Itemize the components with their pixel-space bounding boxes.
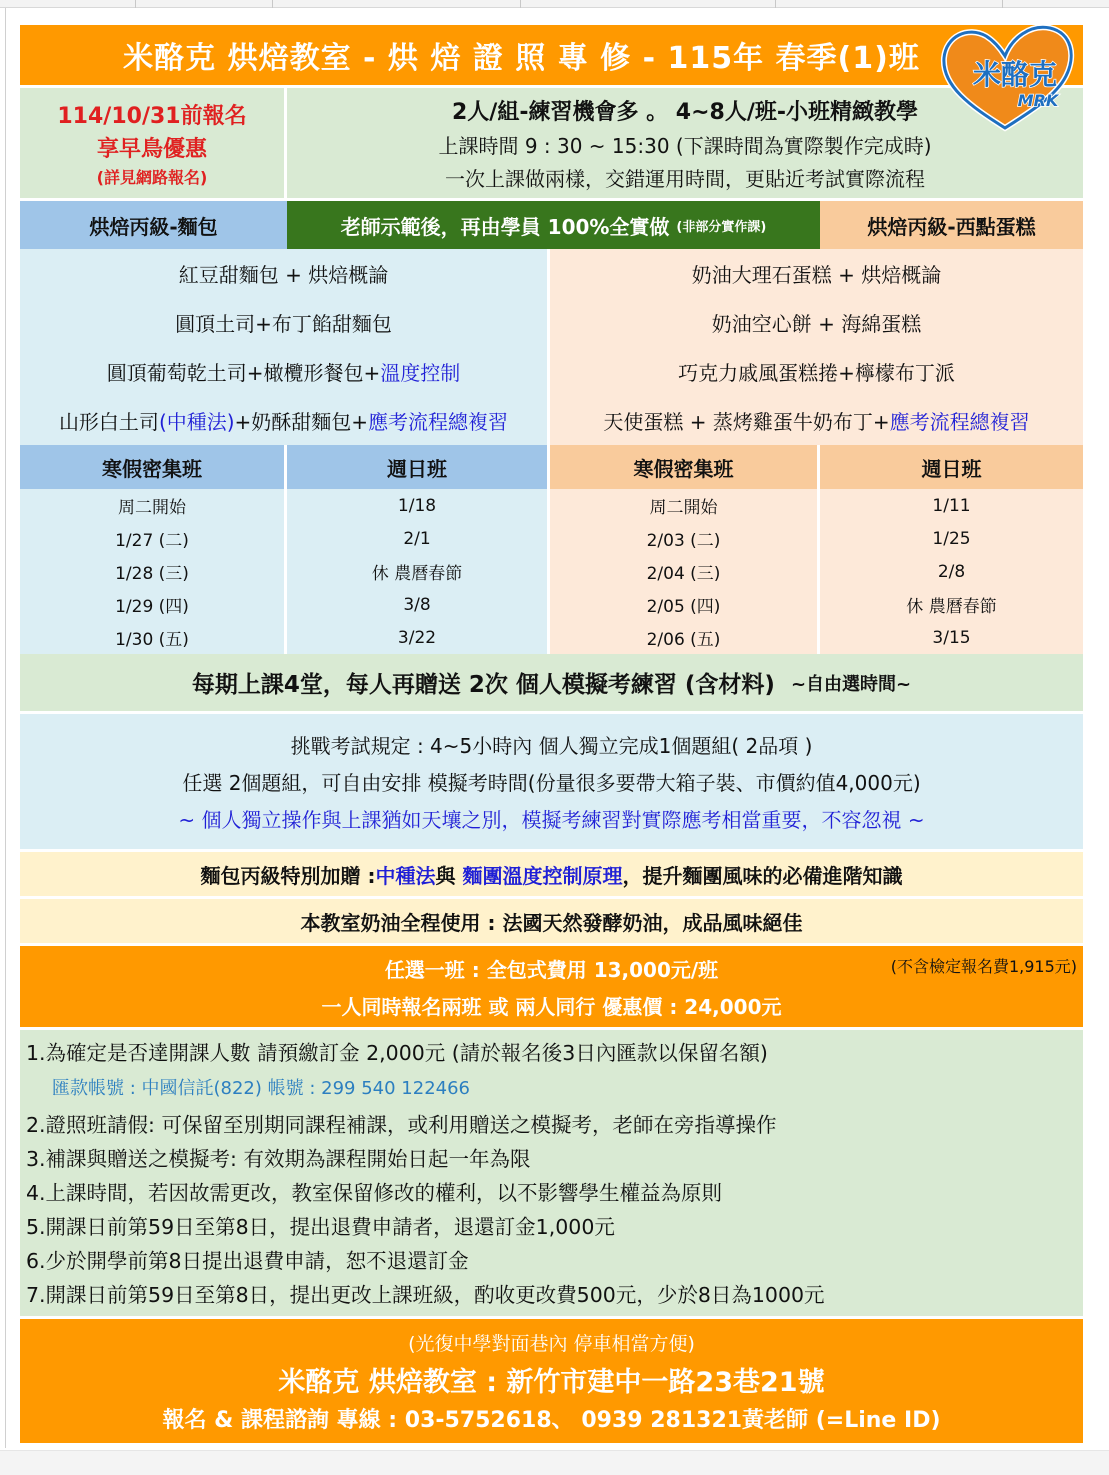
lesson-highlight-2: 應考流程總複習 xyxy=(368,410,509,434)
schedule-cell: 1/25 xyxy=(820,522,1083,555)
gift-text: 每期上課4堂，每人再贈送 2次 個人模擬考練習 (含材料) xyxy=(191,672,775,698)
exam-rules xyxy=(20,711,1083,849)
category-bread-label: 烘焙丙級-麵包 xyxy=(89,214,218,239)
schedule-col-bread-intensive xyxy=(20,445,287,654)
lesson-highlight: 應考流程總複習 xyxy=(889,410,1030,434)
mock-exam-gift xyxy=(20,654,1083,711)
schedule-cell: 1/30 (五) xyxy=(20,621,284,654)
butter-text: 本教室奶油全程使用 : 法國天然發酵奶油，成品風味絕佳 xyxy=(300,910,803,935)
cake-lesson-1 xyxy=(550,249,1083,298)
mrk-logo xyxy=(930,16,1080,134)
bank-account: 匯款帳號 : 中國信託(822) 帳號 : 299 540 122466 xyxy=(52,1078,471,1099)
schedule-cell: 2/03 (二) xyxy=(550,522,817,555)
category-cake xyxy=(820,201,1083,249)
early-bird-deadline: 114/10/31前報名 xyxy=(57,103,247,129)
lesson-text-mid: +奶酥甜麵包+ xyxy=(234,410,369,434)
price-note: (不含檢定報名費1,915元) xyxy=(890,957,1077,976)
schedule-cell: 周二開始 xyxy=(550,489,817,522)
bread-lesson-3 xyxy=(20,347,547,396)
title-text: 米酪克 烘焙教室 - 烘 焙 證 照 專 修 - 115年 春季(1)班 xyxy=(123,41,920,76)
bonus-mid: 與 xyxy=(435,863,456,888)
schedule-header: 寒假密集班 xyxy=(550,445,817,489)
spreadsheet-footer xyxy=(0,1450,1109,1475)
schedule-cell: 1/28 (三) xyxy=(20,555,284,588)
bonus-pre: 麵包丙級特別加贈 : xyxy=(200,863,376,888)
lessons-row xyxy=(20,249,1083,445)
feature-class-time: 上課時間 9 : 30 ~ 15:30 (下課時間為實際製作完成時) xyxy=(438,133,932,158)
contact-info: 報名 & 課程諮詢 專線 : 03-5752618、 0939 281321黃老師 (=Line ID) xyxy=(162,1407,941,1433)
schedule-cell: 1/18 xyxy=(287,489,547,522)
term-5: 5.開課日前第59日至第8日，提出退費申請者，退還訂金1,000元 xyxy=(26,1215,615,1239)
address: 米酪克 烘焙教室 : 新竹市建中一路23巷21號 xyxy=(278,1366,825,1398)
spreadsheet-gridline xyxy=(5,8,6,1448)
gift-small-text: ~自由選時間~ xyxy=(790,673,912,695)
bread-lesson-4 xyxy=(20,396,547,445)
category-bread xyxy=(20,201,287,249)
schedule-cell: 1/29 (四) xyxy=(20,588,284,621)
category-cake-label: 烘焙丙級-西點蛋糕 xyxy=(867,214,1036,239)
cake-lesson-3 xyxy=(550,347,1083,396)
price-single: 任選一班 : 全包式費用 13,000元/班 xyxy=(384,957,719,982)
bonus-highlight-1: 中種法 xyxy=(375,863,436,888)
schedule-cell: 1/11 xyxy=(820,489,1083,522)
schedule-header: 週日班 xyxy=(287,445,547,489)
term-4: 4.上課時間，若因故需更改，教室保留修改的權利，以不影響學生權益為原則 xyxy=(26,1181,723,1205)
terms-list xyxy=(20,1027,1083,1316)
lesson-highlight: (中種法) xyxy=(158,410,235,434)
svg-text:MRK: MRK xyxy=(1017,91,1059,110)
exam-rule-1: 挑戰考試規定 : 4~5小時內 個人獨立完成1個題組( 2品項 ) xyxy=(290,734,813,758)
term-6: 6.少於開學前第8日提出退費申請，恕不退還訂金 xyxy=(26,1249,469,1273)
practice-note-text: 老師示範後，再由學員 100%全實做 xyxy=(340,214,670,239)
term-7: 7.開課日前第59日至第8日，提出更改上課班級，酌收更改費500元，少於8日為1000元 xyxy=(26,1283,825,1307)
schedule-table xyxy=(20,445,1083,654)
course-flyer xyxy=(20,25,1083,1443)
early-bird-box xyxy=(20,85,287,198)
schedule-col-cake-sunday xyxy=(820,445,1083,654)
early-bird-note: (詳見網路報名) xyxy=(96,167,208,187)
term-3: 3.補課與贈送之模擬考: 有效期為課程開始日起一年為限 xyxy=(26,1147,531,1171)
schedule-cell: 1/27 (二) xyxy=(20,522,284,555)
early-bird-offer: 享早鳥優惠 xyxy=(96,136,207,162)
schedule-cell: 3/22 xyxy=(287,621,547,654)
term-2: 2.證照班請假: 可保留至別期同課程補課，或利用贈送之模擬考，老師在旁指導操作 xyxy=(26,1113,777,1137)
schedule-cell: 周二開始 xyxy=(20,489,284,522)
price-double: 一人同時報名兩班 或 兩人同行 優惠價 : 24,000元 xyxy=(321,994,782,1019)
lesson-text: 紅豆甜麵包 + 烘焙概論 xyxy=(178,263,389,287)
pricing-box xyxy=(20,943,1083,1027)
schedule-cell: 2/8 xyxy=(820,555,1083,588)
schedule-col-cake-intensive xyxy=(550,445,820,654)
bonus-post: ，提升麵團風味的必備進階知識 xyxy=(622,863,903,888)
category-bar xyxy=(20,198,1083,249)
schedule-header: 週日班 xyxy=(820,445,1083,489)
feature-class-size: 2人/組-練習機會多 。 4~8人/班-小班精緻教學 xyxy=(451,99,918,125)
schedule-col-bread-sunday xyxy=(287,445,550,654)
lesson-text: 山形白土司 xyxy=(58,410,159,434)
bread-bonus xyxy=(20,849,1083,896)
lesson-text: 奶油空心餅 + 海綿蛋糕 xyxy=(711,312,922,336)
category-practice-note xyxy=(287,201,820,249)
lesson-text: 奶油大理石蛋糕 + 烘焙概論 xyxy=(691,263,942,287)
bread-lesson-2 xyxy=(20,298,547,347)
cake-lessons xyxy=(550,249,1083,445)
bread-lesson-1 xyxy=(20,249,547,298)
feature-workflow: 一次上課做兩樣，交錯運用時間，更貼近考試實際流程 xyxy=(445,166,925,191)
flyer-title xyxy=(20,25,1083,85)
heart-logo-icon xyxy=(930,16,1080,134)
schedule-cell: 2/05 (四) xyxy=(550,588,817,621)
term-1: 1.為確定是否達開課人數 請預繳訂金 2,000元 (請於報名後3日內匯款以保留名額) xyxy=(26,1041,768,1065)
cake-lesson-2 xyxy=(550,298,1083,347)
lesson-text: 天使蛋糕 + 蒸烤雞蛋牛奶布丁+ xyxy=(603,410,890,434)
schedule-cell: 2/06 (五) xyxy=(550,621,817,654)
bread-lessons xyxy=(20,249,550,445)
info-row xyxy=(20,85,1083,198)
cake-lesson-4 xyxy=(550,396,1083,445)
lesson-highlight: 溫度控制 xyxy=(380,361,461,385)
schedule-cell: 3/15 xyxy=(820,621,1083,654)
contact-footer xyxy=(20,1316,1083,1443)
lesson-text: 圓頂土司+布丁餡甜麵包 xyxy=(175,312,392,336)
exam-rule-3: ~ 個人獨立操作與上課猶如天壤之別，模擬考練習對實際應考相當重要，不容忽視 ~ xyxy=(178,808,925,832)
practice-note-small: (非部分實作課) xyxy=(676,219,767,235)
schedule-cell: 休 農曆春節 xyxy=(287,555,547,588)
parking-note: (光復中學對面巷內 停車相當方便) xyxy=(408,1332,695,1355)
butter-note xyxy=(20,896,1083,943)
spreadsheet-column-header xyxy=(0,0,1109,8)
schedule-cell: 休 農曆春節 xyxy=(820,588,1083,621)
lesson-text: 巧克力戚風蛋糕捲+檸檬布丁派 xyxy=(678,361,955,385)
svg-text:米酪克: 米酪克 xyxy=(972,58,1058,91)
schedule-cell: 3/8 xyxy=(287,588,547,621)
schedule-cell: 2/04 (三) xyxy=(550,555,817,588)
schedule-header: 寒假密集班 xyxy=(20,445,284,489)
schedule-cell: 2/1 xyxy=(287,522,547,555)
bonus-highlight-2: 麵團溫度控制原理 xyxy=(462,863,623,888)
lesson-text: 圓頂葡萄乾土司+橄欖形餐包+ xyxy=(106,361,381,385)
exam-rule-2: 任選 2個題組，可自由安排 模擬考時間(份量很多要帶大箱子裝、市價約值4,000元) xyxy=(182,771,921,795)
